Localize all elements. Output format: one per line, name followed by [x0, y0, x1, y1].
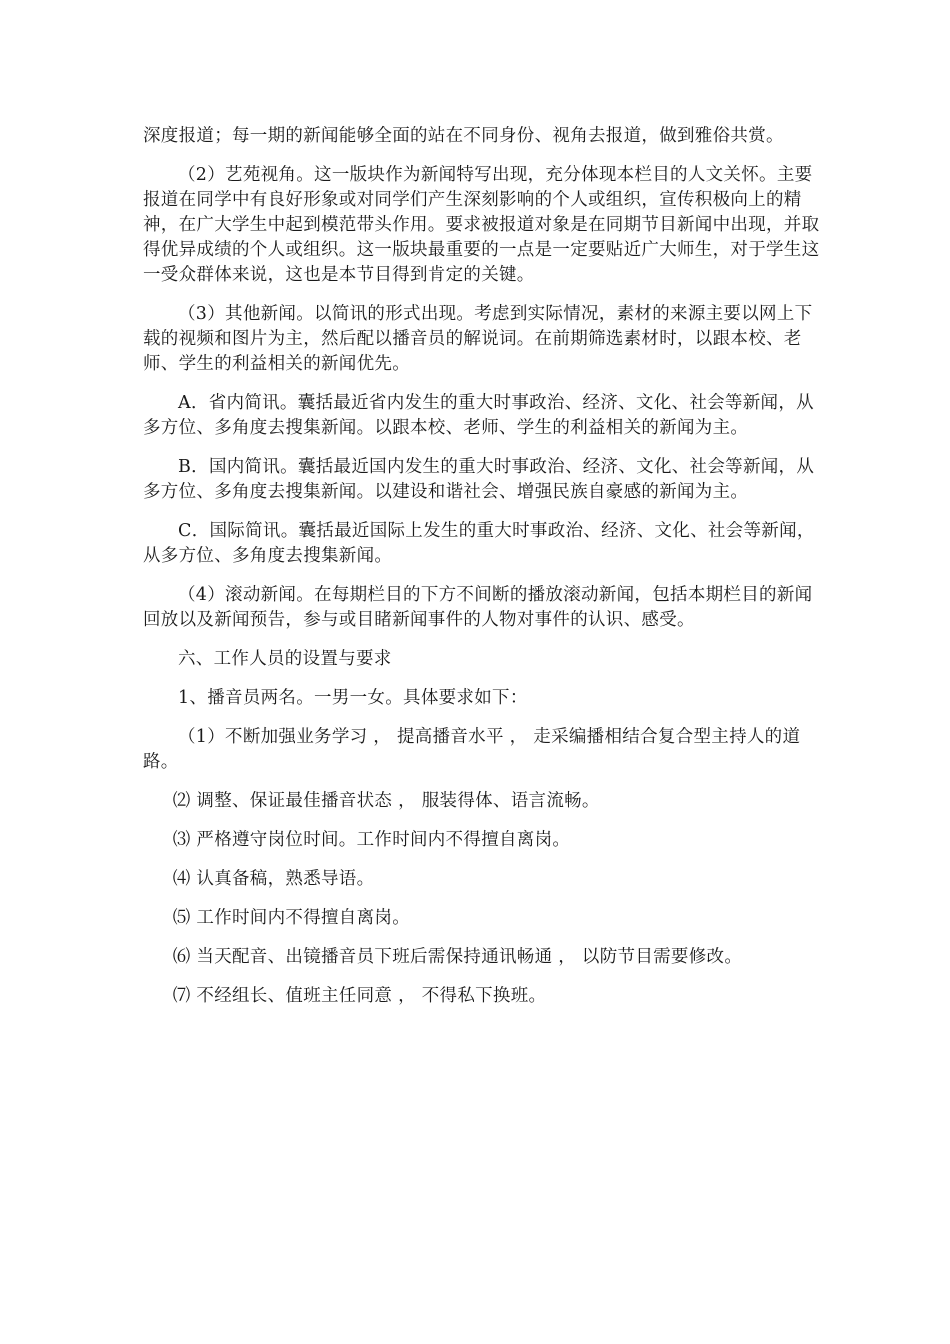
requirement-item-5: ⑸ 工作时间内不得擅自离岗。 — [172, 908, 411, 928]
paragraph-national-brief: B．国内简讯。囊括最近国内发生的重大时事政治、经济、文化、社会等新闻，从多方位、多角度去搜集新闻。以建设和谐社会、增强民族自豪感的新闻为主。 — [143, 457, 815, 502]
paragraph-art-perspective: （2）艺苑视角。这一版块作为新闻特写出现，充分体现本栏目的人文关怀。主要报道在同学中有良好形象或对同学们产生深刻影响的个人或组织，宣传积极向上的精神，在广大学生中起到模范带头作用。要求被报道对象是在同期节目新闻中出现，并取得优异成绩的个人或组织。这一版块最重要的一点是一定要贴近广大师生，对于学生这一受众群体来说，这也是本节目得到肯定的关键。 — [143, 165, 820, 285]
paragraph-other-news: （3）其他新闻。以简讯的形式出现。考虑到实际情况，素材的来源主要以网上下载的视频和图片为主，然后配以播音员的解说词。在前期筛选素材时，以跟本校、老师、学生的利益相关的新闻优先。 — [143, 304, 813, 374]
section-heading-staff: 六、工作人员的设置与要求 — [178, 649, 392, 669]
paragraph-international-brief: C．国际简讯。囊括最近国际上发生的重大时事政治、经济、文化、社会等新闻，从多方位、多角度去搜集新闻。 — [143, 521, 815, 566]
requirement-item-3: ⑶ 严格遵守岗位时间。工作时间内不得擅自离岗。 — [172, 830, 571, 850]
document-page — [143, 124, 823, 1023]
paragraph-provincial-brief: A．省内简讯。囊括最近省内发生的重大时事政治、经济、文化、社会等新闻，从多方位、多角度去搜集新闻。以跟本校、老师、学生的利益相关的新闻为主。 — [143, 393, 814, 438]
paragraph-continued-report: 深度报道；每一期的新闻能够全面的站在不同身份、视角去报道，做到雅俗共赏。 — [143, 126, 784, 146]
paragraph-announcers: 1、播音员两名。一男一女。具体要求如下： — [178, 688, 528, 708]
requirement-item-2: ⑵ 调整、保证最佳播音状态 ， 服装得体、语言流畅。 — [172, 791, 600, 811]
requirement-item-7: ⑺ 不经组长、值班主任同意 ， 不得私下换班。 — [172, 986, 547, 1006]
paragraph-rolling-news: （4）滚动新闻。在每期栏目的下方不间断的播放滚动新闻，包括本期栏目的新闻回放以及新闻预告，参与或目睹新闻事件的人物对事件的认识、感受。 — [143, 585, 813, 630]
requirement-item-4: ⑷ 认真备稿，熟悉导语。 — [172, 869, 375, 889]
requirement-item-6: ⑹ 当天配音、出镜播音员下班后需保持通讯畅通 ， 以防节目需要修改。 — [172, 947, 743, 967]
requirement-item-1: （1）不断加强业务学习 ， 提高播音水平 ， 走采编播相结合复合型主持人的道路。 — [143, 727, 801, 772]
